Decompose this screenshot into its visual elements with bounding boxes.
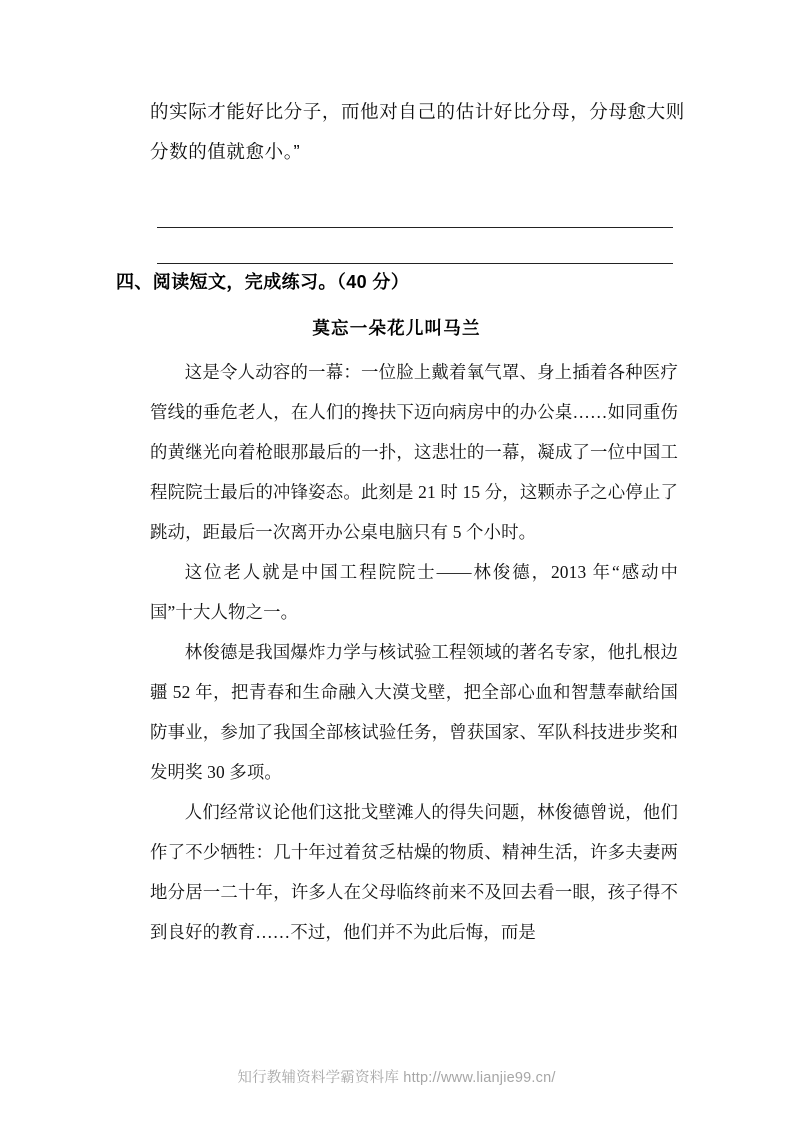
article-paragraph: 这是令人动容的一幕：一位脸上戴着氧气罩、身上插着各种医疗管线的垂危老人，在人们的搀扶下迈向病房中的办公桌……如同重伤的黄继光向着枪眼那最后的一扑，这悲壮的一幕，凝成了一位中国工程院院士最后的冲锋姿态。此刻是 21 时 15 分，这颗赤子之心停止了跳动，距最后一次离开办公桌电脑只有 5 个小时。 <box>150 362 678 542</box>
continuation-line: 的实际才能好比分子，而他对自己的估计好比分母，分母愈大则 <box>150 101 685 122</box>
footer-watermark: 知行教辅资料学霸资料库 http://www.lianjie99.cn/ <box>237 1070 556 1086</box>
article-body <box>150 352 678 952</box>
article-title: 莫忘一朵花儿叫马兰 <box>312 318 481 338</box>
article-paragraph: 这位老人就是中国工程院院士——林俊德，2013 年“感动中国”十大人物之一。 <box>150 562 678 622</box>
section-heading: 四、阅读短文，完成练习。（40 分） <box>116 272 410 292</box>
continuation-line: 分数的值就愈小。” <box>150 141 301 162</box>
article-paragraph: 人们经常议论他们这批戈壁滩人的得失问题，林俊德曾说，他们作了不少牺牲：几十年过着贫乏枯燥的物质、精神生活，许多夫妻两地分居一二十年，许多人在父母临终前来不及回去看一眼，孩子得不到良好的教育……不过，他们并不为此后悔，而是 <box>150 802 678 942</box>
continuation-text-block <box>150 92 685 172</box>
answer-blank-lines <box>157 196 673 264</box>
answer-line[interactable] <box>157 232 673 264</box>
article-paragraph: 林俊德是我国爆炸力学与核试验工程领域的著名专家，他扎根边疆 52 年，把青春和生命融入大漠戈壁，把全部心血和智慧奉献给国防事业，参加了我国全部核试验任务，曾获国家、军队科技进步奖和发明奖 30 多项。 <box>150 642 678 782</box>
answer-line[interactable] <box>157 196 673 228</box>
